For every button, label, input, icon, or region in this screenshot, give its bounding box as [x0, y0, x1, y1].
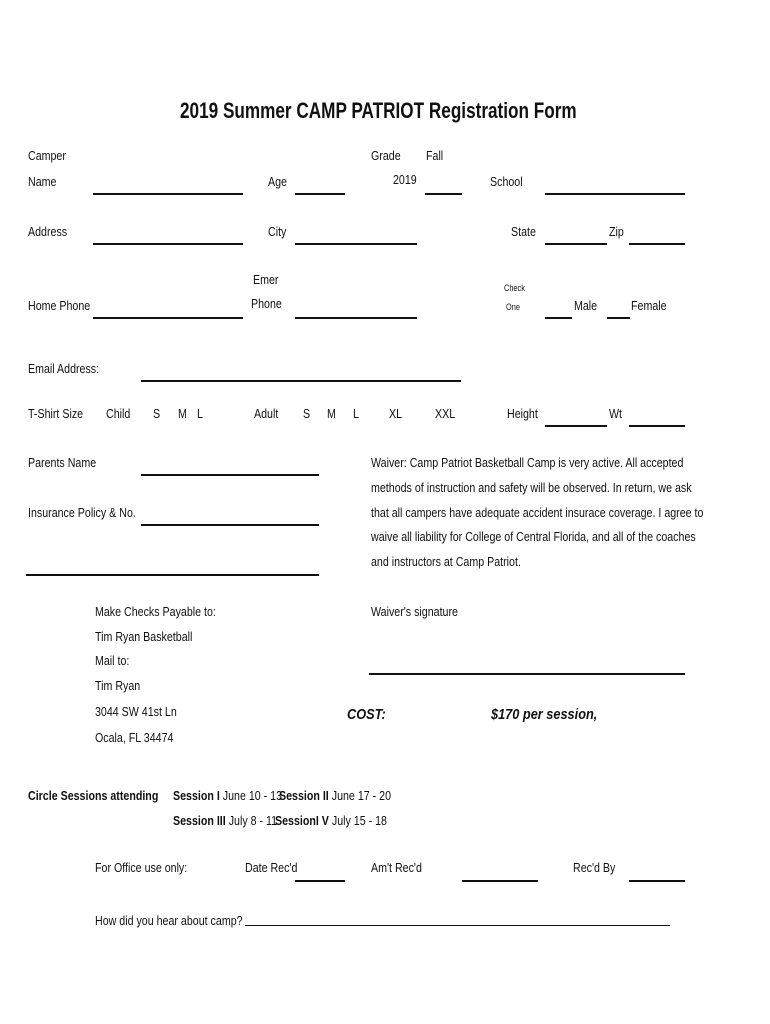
female-label: Female	[631, 298, 667, 313]
city-label: City	[268, 224, 287, 239]
email-field[interactable]	[141, 380, 461, 382]
school-label: School	[490, 174, 523, 189]
camper-label: Camper	[28, 148, 66, 163]
session-3-date: July 8 - 11	[225, 813, 278, 828]
payment-line-2: Tim Ryan Basketball	[95, 629, 193, 644]
address-label: Address	[28, 224, 68, 239]
waiver-line-3: that all campers have adequate accident insurace coverage. I agree to	[371, 505, 704, 520]
hear-label: How did you hear about camp?	[95, 913, 243, 928]
waiver-line-4: waive all liability for College of Central Florida, and all of the coaches	[371, 529, 696, 544]
emer-phone-label: Phone	[251, 296, 282, 311]
date-recd-field[interactable]	[295, 880, 345, 882]
waiver-line-1: Waiver: Camp Patriot Basketball Camp is very active. All accepted	[371, 455, 684, 470]
office-label: For Office use only:	[95, 860, 188, 875]
height-label: Height	[507, 406, 538, 421]
payment-line-4: Tim Ryan	[95, 678, 141, 693]
session-3[interactable]	[173, 813, 277, 829]
adult-size-l[interactable]: L	[353, 406, 359, 421]
session-2-name: Session II	[279, 788, 329, 803]
payment-line-6: Ocala, FL 34474	[95, 730, 174, 745]
age-label: Age	[268, 174, 287, 189]
zip-field[interactable]	[629, 243, 685, 245]
session-3-name: Session III	[173, 813, 226, 828]
zip-label: Zip	[609, 224, 624, 239]
check-label: Check	[504, 283, 525, 293]
year-label: 2019	[393, 172, 417, 187]
one-label: One	[506, 302, 520, 312]
recd-by-label: Rec'd By	[573, 860, 616, 875]
grade-field[interactable]	[425, 193, 462, 195]
camper-name-field[interactable]	[93, 193, 243, 195]
sessions-label: Circle Sessions attending	[28, 788, 159, 803]
home-phone-field[interactable]	[93, 317, 243, 319]
fall-label: Fall	[426, 148, 444, 163]
insurance-field[interactable]	[141, 524, 319, 526]
recd-by-field[interactable]	[629, 880, 685, 882]
child-size-m[interactable]: M	[178, 406, 187, 421]
school-field[interactable]	[545, 193, 685, 195]
adult-label: Adult	[254, 406, 279, 421]
payment-line-1: Make Checks Payable to:	[95, 604, 216, 619]
payment-line-5: 3044 SW 41st Ln	[95, 704, 177, 719]
weight-field[interactable]	[629, 425, 685, 427]
adult-size-m[interactable]: M	[327, 406, 336, 421]
child-size-l[interactable]: L	[197, 406, 203, 421]
height-field[interactable]	[545, 425, 607, 427]
session-2-date: June 17 - 20	[328, 788, 392, 803]
adult-size-s[interactable]: S	[303, 406, 311, 421]
male-checkbox[interactable]	[545, 317, 572, 319]
session-4[interactable]	[275, 813, 387, 829]
cost-label: COST:	[347, 706, 386, 723]
session-4-date: July 15 - 18	[328, 813, 387, 828]
child-label: Child	[106, 406, 131, 421]
male-label: Male	[574, 298, 598, 313]
waiver-line-2: methods of instruction and safety will be observed. In return, we ask	[371, 480, 692, 495]
grade-label: Grade	[371, 148, 401, 163]
state-label: State	[511, 224, 536, 239]
address-field[interactable]	[93, 243, 243, 245]
home-phone-label: Home Phone	[28, 298, 91, 313]
adult-size-xxl[interactable]: XXL	[435, 406, 456, 421]
session-2[interactable]	[279, 788, 391, 804]
payment-line-3: Mail to:	[95, 653, 130, 668]
date-recd-label: Date Rec'd	[245, 860, 298, 875]
emer-label: Emer	[253, 272, 279, 287]
wt-label: Wt	[609, 406, 623, 421]
waiver-signature-label: Waiver's signature	[371, 604, 458, 619]
session-4-name: SessionI V	[275, 813, 329, 828]
parents-label: Parents Name	[28, 455, 97, 470]
amt-recd-label: Am't Rec'd	[371, 860, 422, 875]
city-field[interactable]	[295, 243, 417, 245]
insurance-field-2[interactable]	[26, 574, 319, 576]
insurance-label: Insurance Policy & No.	[28, 505, 136, 520]
session-1[interactable]	[173, 788, 282, 804]
email-label: Email Address:	[28, 361, 100, 376]
waiver-line-5: and instructors at Camp Patriot.	[371, 554, 521, 569]
state-field[interactable]	[545, 243, 607, 245]
session-1-date: June 10 - 13	[219, 788, 283, 803]
adult-size-xl[interactable]: XL	[389, 406, 403, 421]
tshirt-label: T-Shirt Size	[28, 406, 84, 421]
form-title: 2019 Summer CAMP PATRIOT Registration Form	[180, 98, 577, 123]
waiver-signature-field[interactable]	[369, 673, 685, 675]
name-label: Name	[28, 174, 57, 189]
emer-phone-field[interactable]	[295, 317, 417, 319]
child-size-s[interactable]: S	[153, 406, 161, 421]
cost-value: $170 per session,	[491, 706, 598, 723]
parents-field[interactable]	[141, 474, 319, 476]
age-field[interactable]	[295, 193, 345, 195]
amt-recd-field[interactable]	[462, 880, 538, 882]
hear-field[interactable]	[245, 925, 670, 926]
session-1-name: Session I	[173, 788, 220, 803]
female-checkbox[interactable]	[607, 317, 630, 319]
